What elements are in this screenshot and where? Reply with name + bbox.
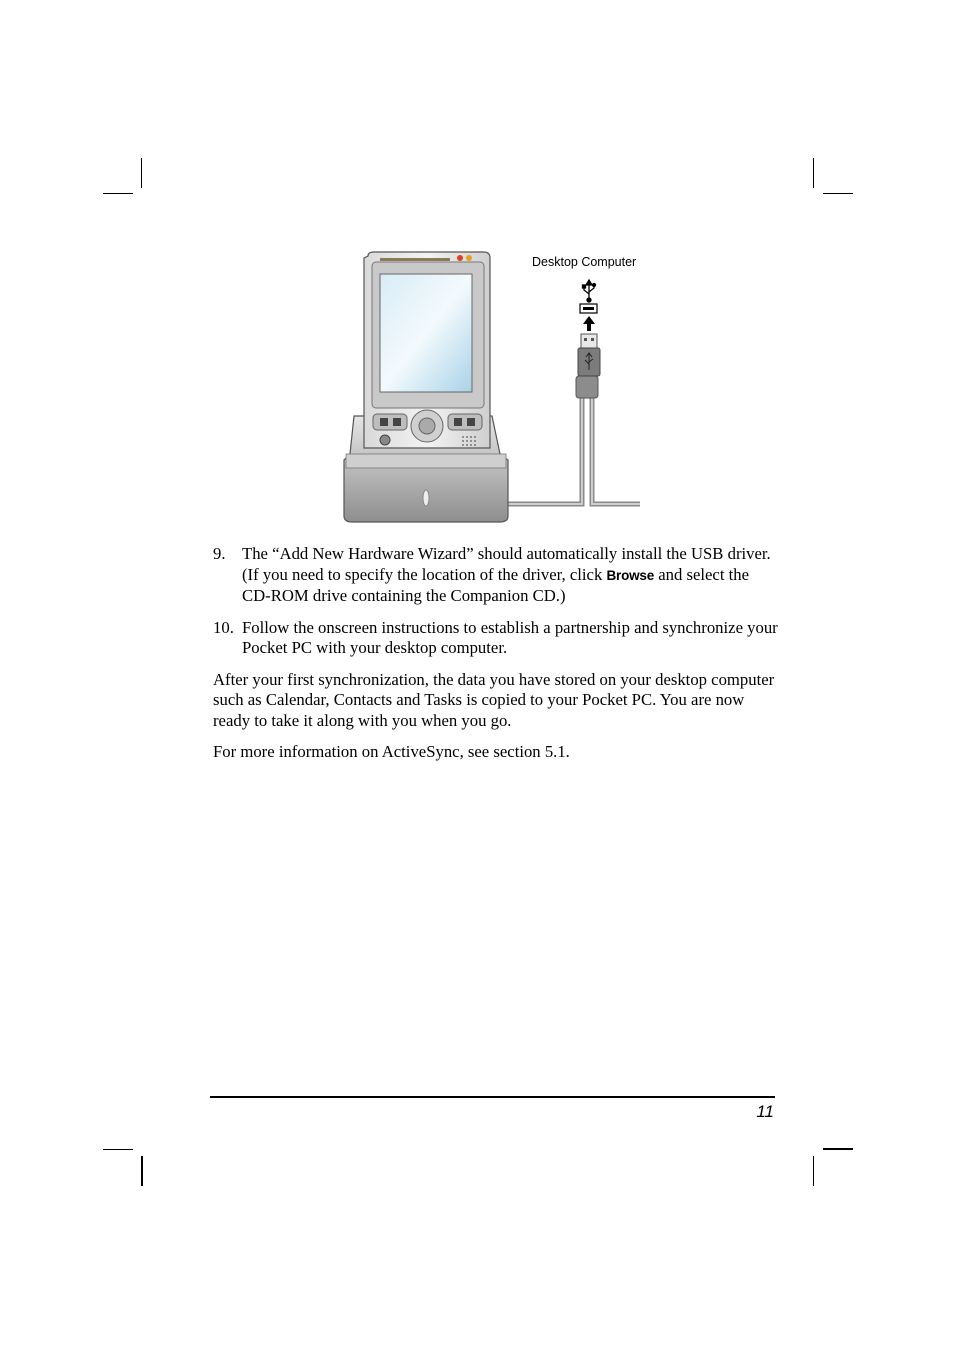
usb-cable <box>508 376 640 504</box>
crop-mark-top-right-h <box>823 193 853 194</box>
crop-mark-top-left-v <box>141 158 142 188</box>
crop-mark-bottom-right-h <box>823 1148 853 1150</box>
step-number: 9. <box>213 544 226 563</box>
step-number: 10. <box>213 617 234 637</box>
step-10 <box>213 618 778 659</box>
usb-plug-icon <box>578 334 600 376</box>
crop-mark-bottom-left-h <box>103 1149 133 1150</box>
arrow-up-icon <box>583 316 595 331</box>
step-text: Follow the onscreen instructions to establish a partnership and synchronize your Pocket PC with your desktop computer. <box>242 617 778 657</box>
crop-mark-bottom-left-v <box>141 1156 143 1186</box>
paragraph-more-info: For more information on ActiveSync, see section 5.1. <box>213 742 570 761</box>
browse-term: Browse <box>606 567 655 583</box>
step-text: The “Add New Hardware Wizard” should automatically install the USB driver. (If you need to specify the location of the driver, click Browse and select the CD-ROM drive containing the Companion CD.) <box>242 544 771 605</box>
figure-label-desktop-computer: Desktop Computer <box>532 255 637 269</box>
pocket-pc-device <box>364 252 490 448</box>
page-content <box>213 544 778 774</box>
page-number: 11 <box>756 1102 774 1121</box>
crop-mark-top-right-v <box>813 158 814 188</box>
pocket-pc-cradle-illustration <box>340 248 650 526</box>
usb-symbol-icon <box>583 280 596 302</box>
step-9 <box>213 544 778 607</box>
usb-port-icon <box>580 304 597 313</box>
paragraph-after-sync: After your first synchronization, the data you have stored on your desktop computer such as Calendar, Contacts and Tasks is copied to your Pocket PC. You are now ready to take it along with you when you go. <box>213 669 775 730</box>
crop-mark-top-left-h <box>103 193 133 194</box>
footer-rule <box>210 1096 775 1098</box>
crop-mark-bottom-right-v <box>813 1156 814 1186</box>
